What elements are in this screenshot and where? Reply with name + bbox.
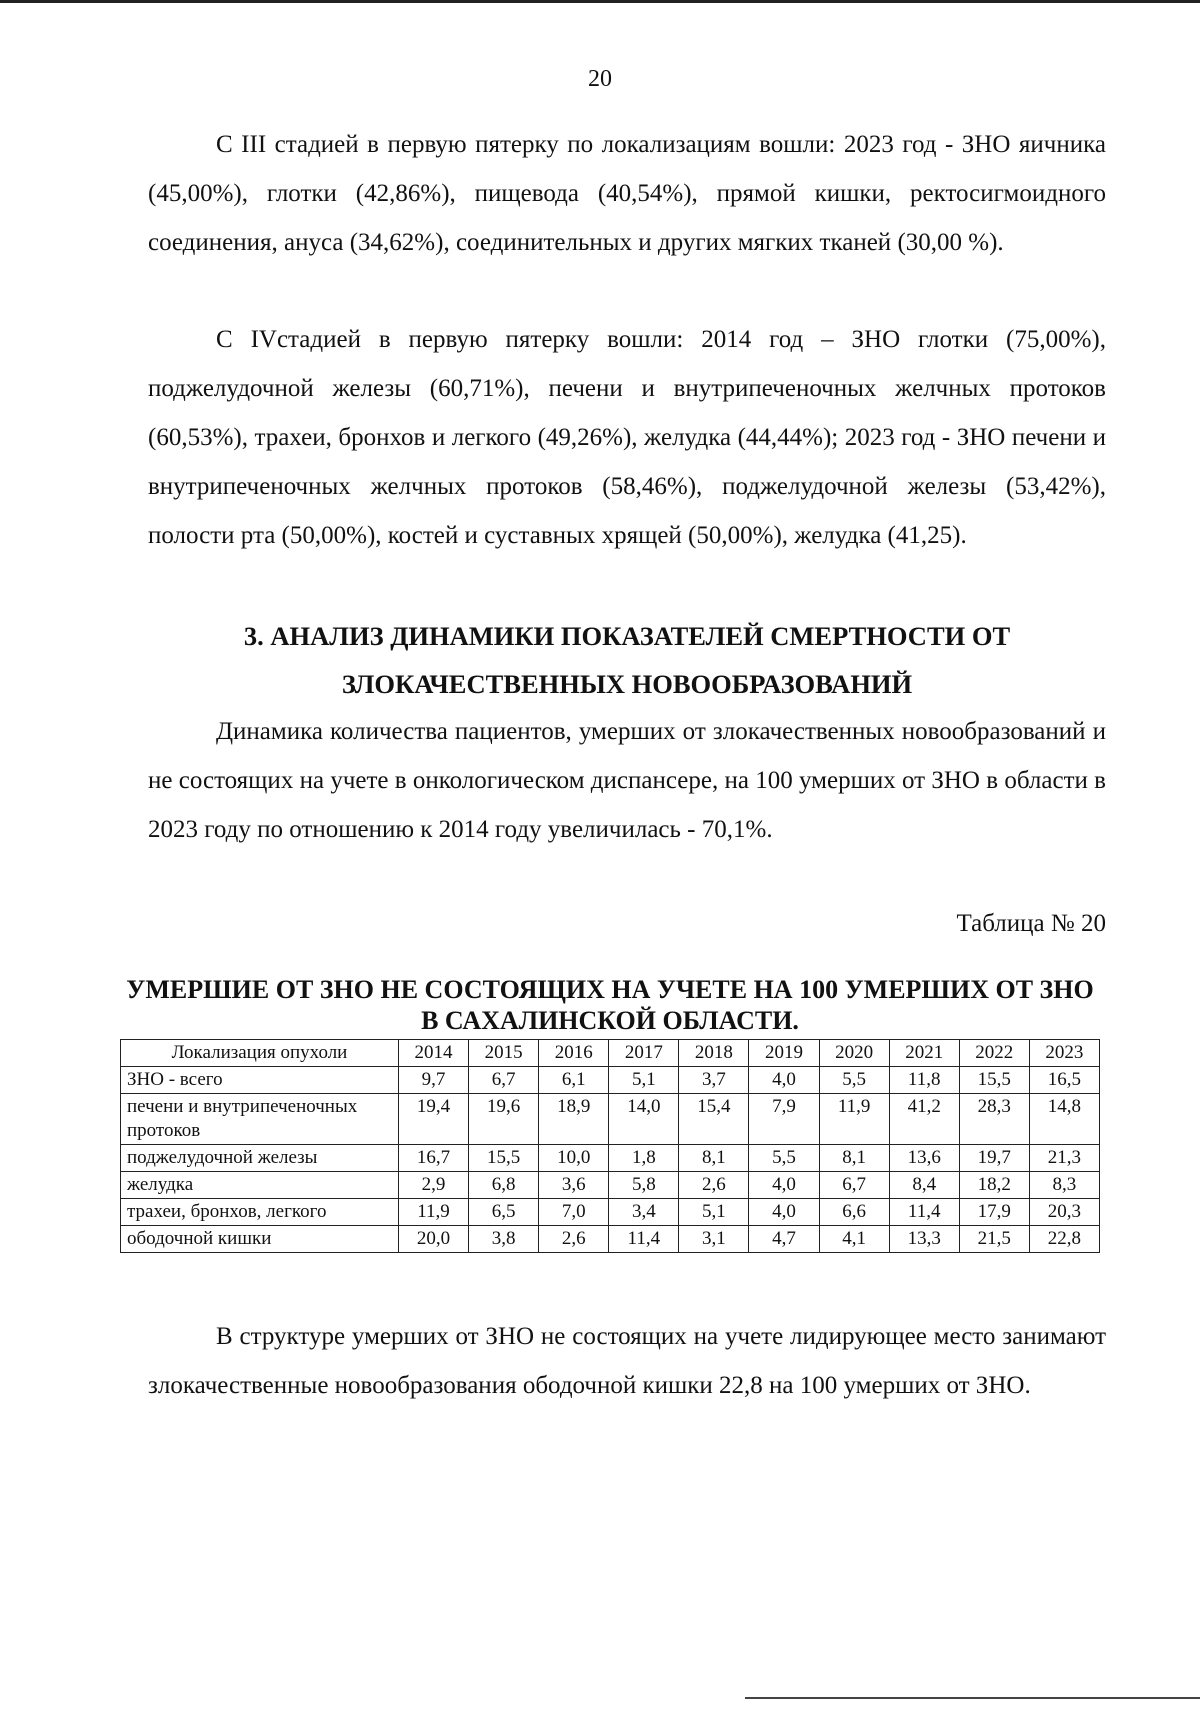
header-year: 2017 xyxy=(609,1040,679,1067)
cell-localization: печени и внутрипеченочных протоков xyxy=(121,1094,399,1145)
table-row xyxy=(121,1226,1100,1253)
cell-value: 5,5 xyxy=(749,1145,819,1172)
cell-value: 5,1 xyxy=(609,1067,679,1094)
cell-value: 2,6 xyxy=(539,1226,609,1253)
cell-value: 7,9 xyxy=(749,1094,819,1145)
cell-value: 1,8 xyxy=(609,1145,679,1172)
cell-value: 15,5 xyxy=(959,1067,1029,1094)
header-year: 2015 xyxy=(469,1040,539,1067)
page-number: 20 xyxy=(588,66,612,92)
section-heading: 3. АНАЛИЗ ДИНАМИКИ ПОКАЗАТЕЛЕЙ СМЕРТНОСТИ ОТ ЗЛОКАЧЕСТВЕННЫХ НОВООБРАЗОВАНИЙ xyxy=(243,621,1011,699)
cell-value: 9,7 xyxy=(399,1067,469,1094)
cell-value: 6,7 xyxy=(819,1172,889,1199)
cell-value: 20,0 xyxy=(399,1226,469,1253)
cell-value: 13,3 xyxy=(889,1226,959,1253)
cell-value: 4,0 xyxy=(749,1199,819,1226)
cell-value: 15,4 xyxy=(679,1094,749,1145)
cell-value: 14,0 xyxy=(609,1094,679,1145)
cell-value: 18,2 xyxy=(959,1172,1029,1199)
header-year: 2020 xyxy=(819,1040,889,1067)
paragraph-stage-3: С III стадией в первую пятерку по локализациям вошли: 2023 год - ЗНО яичника (45,00%), глотки (42,86%), пищевода (40,54%), прямой кишки, ректосигмоидного соединения, ануса (34,62%), соединительных и других мягких тканей (30,00 %). xyxy=(148,131,1106,256)
top-border-line xyxy=(0,0,1200,3)
cell-value: 5,1 xyxy=(679,1199,749,1226)
cell-value: 21,3 xyxy=(1029,1145,1099,1172)
header-year: 2022 xyxy=(959,1040,1029,1067)
header-year: 2023 xyxy=(1029,1040,1099,1067)
cell-value: 21,5 xyxy=(959,1226,1029,1253)
cell-value: 6,1 xyxy=(539,1067,609,1094)
cell-value: 11,4 xyxy=(889,1199,959,1226)
cell-value: 6,6 xyxy=(819,1199,889,1226)
cell-value: 11,9 xyxy=(399,1199,469,1226)
table-row xyxy=(121,1199,1100,1226)
cell-localization: желудка xyxy=(121,1172,399,1199)
table-row xyxy=(121,1172,1100,1199)
table-header xyxy=(121,1040,1100,1067)
table-row xyxy=(121,1067,1100,1094)
cell-value: 3,6 xyxy=(539,1172,609,1199)
table-header-row xyxy=(121,1040,1100,1067)
header-year: 2016 xyxy=(539,1040,609,1067)
cell-value: 2,6 xyxy=(679,1172,749,1199)
paragraph-stage-4: С IVстадией в первую пятерку вошли: 2014 год – ЗНО глотки (75,00%), поджелудочной железы (60,71%), печени и внутрипеченочных желчных протоков (60,53%), трахеи, бронхов и легкого (49,26%), желудка (44,44%); 2023 год - ЗНО печени и внутрипеченочных желчных протоков (58,46%), поджелудочной железы (53,42%), полости рта (50,00%), костей и суставных хрящей (50,00%), желудка (41,25). xyxy=(148,326,1106,549)
cell-value: 19,6 xyxy=(469,1094,539,1145)
cell-value: 16,5 xyxy=(1029,1067,1099,1094)
paragraph-conclusion: В структуре умерших от ЗНО не состоящих на учете лидирующее место занимают злокачественные новообразования ободочной кишки 22,8 на 100 умерших от ЗНО. xyxy=(148,1323,1106,1399)
cell-value: 8,4 xyxy=(889,1172,959,1199)
cell-value: 7,0 xyxy=(539,1199,609,1226)
cell-value: 19,4 xyxy=(399,1094,469,1145)
header-year: 2019 xyxy=(749,1040,819,1067)
cell-value: 3,7 xyxy=(679,1067,749,1094)
cell-value: 11,9 xyxy=(819,1094,889,1145)
cell-value: 15,5 xyxy=(469,1145,539,1172)
header-year: 2021 xyxy=(889,1040,959,1067)
cell-value: 41,2 xyxy=(889,1094,959,1145)
cell-value: 2,9 xyxy=(399,1172,469,1199)
cell-value: 3,1 xyxy=(679,1226,749,1253)
cell-value: 17,9 xyxy=(959,1199,1029,1226)
header-year: 2018 xyxy=(679,1040,749,1067)
cell-localization: трахеи, бронхов, легкого xyxy=(121,1199,399,1226)
cell-value: 16,7 xyxy=(399,1145,469,1172)
table-title: УМЕРШИЕ ОТ ЗНО НЕ СОСТОЯЩИХ НА УЧЕТЕ НА 100 УМЕРШИХ ОТ ЗНО В САХАЛИНСКОЙ ОБЛАСТИ. xyxy=(126,975,1094,1035)
table-body xyxy=(121,1067,1100,1253)
cell-value: 6,5 xyxy=(469,1199,539,1226)
table-number-label: Таблица № 20 xyxy=(956,910,1106,937)
cell-value: 4,1 xyxy=(819,1226,889,1253)
cell-value: 22,8 xyxy=(1029,1226,1099,1253)
cell-value: 11,8 xyxy=(889,1067,959,1094)
cell-value: 11,4 xyxy=(609,1226,679,1253)
cell-localization: ЗНО - всего xyxy=(121,1067,399,1094)
cell-value: 10,0 xyxy=(539,1145,609,1172)
cell-value: 5,5 xyxy=(819,1067,889,1094)
cell-value: 18,9 xyxy=(539,1094,609,1145)
cell-value: 4,0 xyxy=(749,1067,819,1094)
cell-value: 20,3 xyxy=(1029,1199,1099,1226)
cell-value: 19,7 xyxy=(959,1145,1029,1172)
cell-value: 4,7 xyxy=(749,1226,819,1253)
cell-value: 4,0 xyxy=(749,1172,819,1199)
table-row xyxy=(121,1145,1100,1172)
cell-value: 5,8 xyxy=(609,1172,679,1199)
cell-value: 13,6 xyxy=(889,1145,959,1172)
header-localization: Локализация опухоли xyxy=(121,1040,399,1067)
cell-localization: ободочной кишки xyxy=(121,1226,399,1253)
cell-value: 6,7 xyxy=(469,1067,539,1094)
cell-value: 3,4 xyxy=(609,1199,679,1226)
cell-localization: поджелудочной железы xyxy=(121,1145,399,1172)
cell-value: 28,3 xyxy=(959,1094,1029,1145)
paragraph-dynamics: Динамика количества пациентов, умерших от злокачественных новообразований и не состоящих на учете в онкологическом диспансере, на 100 умерших от ЗНО в области в 2023 году по отношению к 2014 году увеличилась - 70,1%. xyxy=(148,718,1106,843)
cell-value: 8,1 xyxy=(819,1145,889,1172)
cell-value: 8,3 xyxy=(1029,1172,1099,1199)
cell-value: 6,8 xyxy=(469,1172,539,1199)
header-year: 2014 xyxy=(399,1040,469,1067)
cell-value: 8,1 xyxy=(679,1145,749,1172)
bottom-border-line xyxy=(745,1697,1200,1699)
cell-value: 3,8 xyxy=(469,1226,539,1253)
mortality-table xyxy=(120,1039,1100,1253)
table-row xyxy=(121,1094,1100,1145)
cell-value: 14,8 xyxy=(1029,1094,1099,1145)
